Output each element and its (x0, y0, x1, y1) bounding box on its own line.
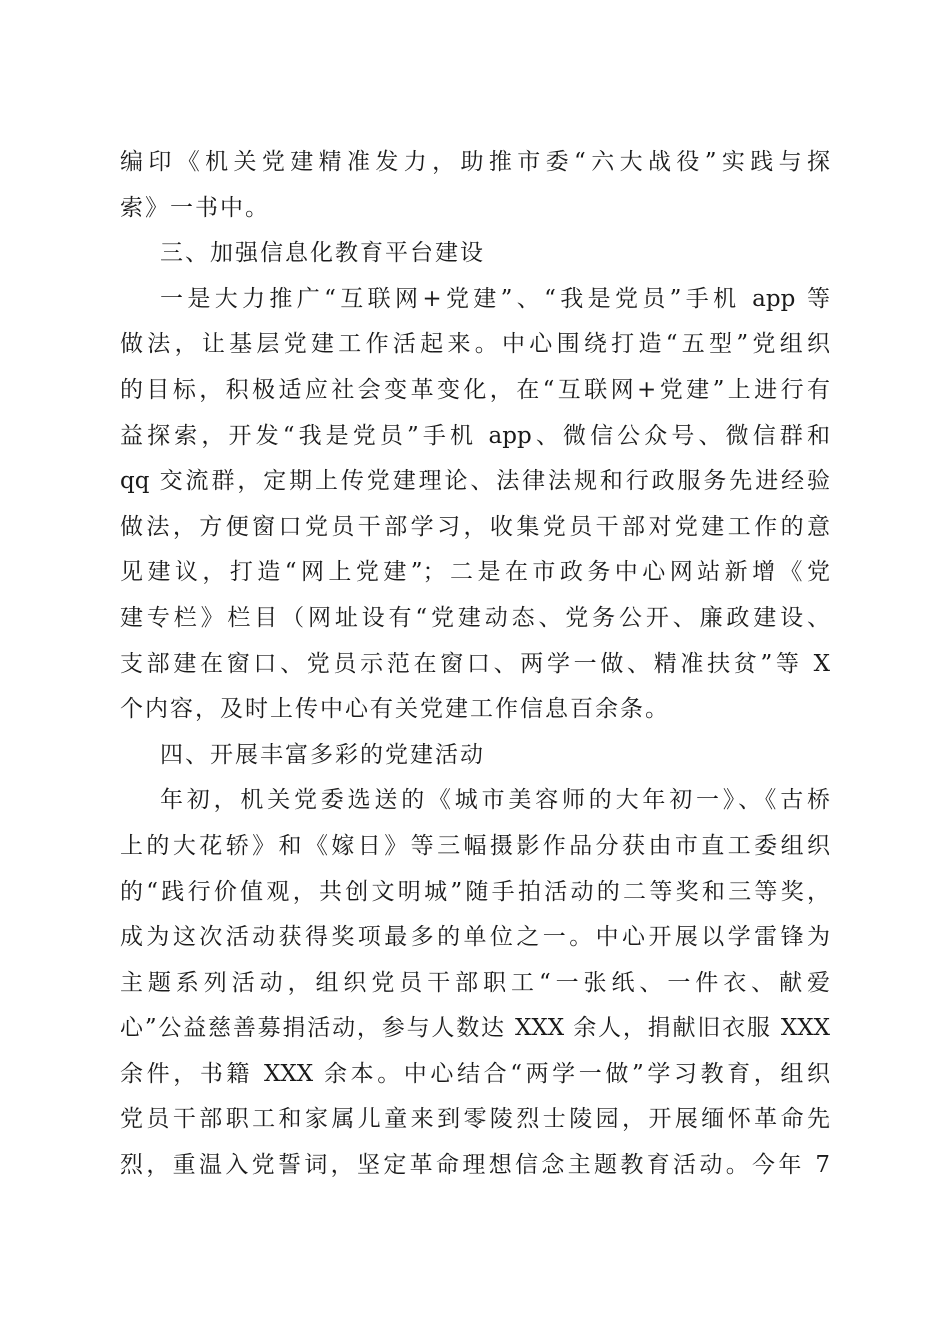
text-line: 做法，方便窗口党员干部学习，收集党员干部对党建工作的意 (120, 513, 830, 540)
text-line: 见建议，打造“网上党建”；二是在市政务中心网站新增《党 (120, 559, 830, 586)
text-line: 的“践行价值观，共创文明城”随手拍活动的二等奖和三等奖， (120, 878, 830, 905)
text-line: 益探索，开发“我是党员”手机 app、微信公众号、微信群和 (120, 422, 830, 449)
text-line: 党员干部职工和家属儿童来到零陵烈士陵园，开展缅怀革命先 (120, 1106, 830, 1133)
heading-text: 三、加强信息化教育平台建设 (160, 240, 485, 267)
paragraph-activities (120, 778, 830, 1188)
text-line: 支部建在窗口、党员示范在窗口、两学一做、精准扶贫”等 X (120, 650, 830, 677)
text-line: 的目标，积极适应社会变革变化，在“互联网+党建”上进行有 (120, 376, 830, 403)
text-line: 上的大花轿》和《嫁日》等三幅摄影作品分获由市直工委组织 (120, 832, 830, 859)
document-page (120, 140, 830, 1189)
text-line: 年初，机关党委选送的《城市美容师的大年初一》、《古桥 (160, 787, 830, 814)
text-line: qq 交流群，定期上传党建理论、法律法规和行政服务先进经验 (120, 468, 830, 495)
text-line: 个内容，及时上传中心有关党建工作信息百余条。 (120, 696, 670, 723)
paragraph-continued (120, 140, 830, 231)
text-line: 一是大力推广“互联网+党建”、“我是党员”手机 app 等 (160, 285, 830, 312)
text-line: 主题系列活动，组织党员干部职工“一张纸、一件衣、献爱 (120, 969, 830, 996)
text-line: 烈，重温入党誓词，坚定革命理想信念主题教育活动。今年 7 (120, 1152, 830, 1179)
text-line: 编印《机关党建精准发力，助推市委“六大战役”实践与探 (120, 149, 830, 175)
text-line: 索》一书中。 (120, 194, 270, 221)
section-heading-three (120, 231, 830, 277)
section-heading-four (120, 733, 830, 779)
paragraph-info-platform (120, 277, 830, 733)
text-line: 做法，让基层党建工作活起来。中心围绕打造“五型”党组织 (120, 331, 830, 358)
text-line: 余件，书籍 XXX 余本。中心结合“两学一做”学习教育，组织 (120, 1060, 830, 1087)
text-line: 成为这次活动获得奖项最多的单位之一。中心开展以学雷锋为 (120, 924, 830, 951)
heading-text: 四、开展丰富多彩的党建活动 (160, 741, 485, 768)
text-line: 心”公益慈善募捐活动，参与人数达 XXX 余人，捐献旧衣服 XXX (120, 1015, 830, 1042)
text-line: 建专栏》栏目（网址设有“党建动态、党务公开、廉政建设、 (120, 604, 830, 631)
